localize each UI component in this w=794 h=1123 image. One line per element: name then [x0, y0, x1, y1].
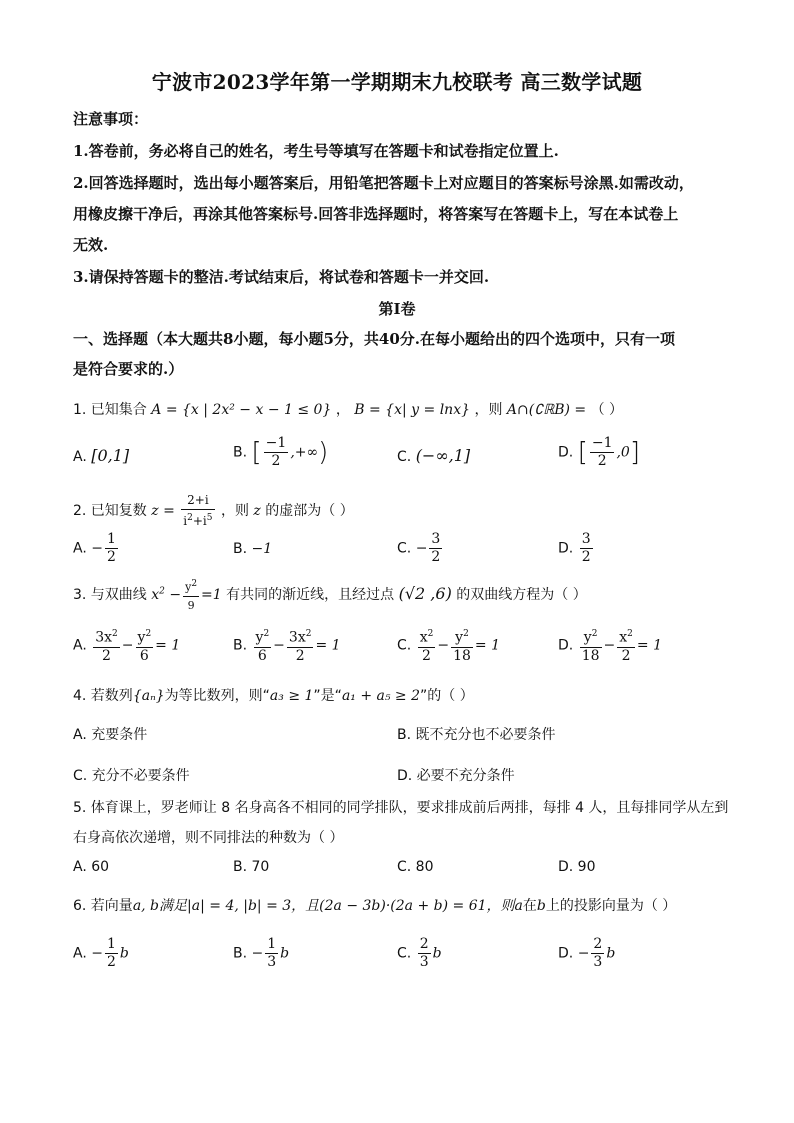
- notice-item-2-line-3: 无效.: [73, 236, 109, 254]
- q2-option-b: [233, 541, 272, 557]
- q6-option-c: C. $\frac{2}{3}$ b: [397, 936, 442, 970]
- q6-prefix: 6. 若向量: [73, 898, 133, 914]
- q1-option-a-label: A.: [73, 449, 87, 465]
- q2-tail: ，则: [220, 503, 249, 519]
- volume-heading: 第Ⅰ卷: [378, 300, 416, 318]
- q4-text-b: 为等比数列，则“: [164, 688, 270, 704]
- q5-option-c: C. 80: [397, 859, 434, 875]
- q1-sep: ，: [335, 402, 350, 418]
- q4-condition-2: a₁ + a₅ ≥ 2: [341, 688, 421, 704]
- q4-sequence: {aₙ}: [132, 688, 165, 704]
- q2-option-a: A. − $\frac{1}{2}$: [73, 531, 116, 565]
- q6-option-b-label: B.: [233, 945, 248, 962]
- section-heading-line-2: 是符合要求的.）: [73, 360, 184, 378]
- q1-option-b: B. [ $\frac{-1}{2}$ ,+∞): [233, 435, 329, 469]
- q4-condition-1: a₃ ≥ 1: [269, 688, 314, 704]
- question-5-line-1: 5. 体育课上，罗老师让 8 名身高各不相同的同学排队，要求排成前后两排，每排 4 人，且每排同学从左到: [73, 800, 729, 816]
- question-4: [73, 685, 474, 705]
- q6-option-c-label: C.: [397, 945, 412, 962]
- q3-mid: 有共同的渐近线，且经过点: [226, 586, 395, 603]
- q3-option-d: D. $\frac{y^2}{18}$ − $\frac{x^2}{2}$ = 1: [558, 626, 662, 665]
- q6-condition: 满足|a| = 4, |b| = 3，且(2a − 3b)·(2a + b) = 61，则: [159, 898, 515, 914]
- notice-item-1: 1.答卷前，务必将自己的姓名，考生号等填写在答题卡和试卷指定位置上.: [73, 142, 559, 160]
- question-6: [73, 895, 676, 915]
- q6-vector-a: a: [514, 898, 523, 914]
- question-2: 2. 已知复数 z = $\frac{2+i}{i^2+i^5}$ ，则 z 的虚部为（ ）: [73, 493, 354, 528]
- q5-option-d: D. 90: [558, 859, 596, 875]
- q1-option-b-label: B.: [233, 444, 248, 461]
- q6-option-d-label: D.: [558, 945, 574, 962]
- q2-option-c-label: C.: [397, 540, 412, 557]
- notice-item-2-line-1: 2.回答选择题时，选出每小题答案后，用铅笔把答题卡上对应题目的答案标号涂黑.如需改动，: [73, 174, 694, 192]
- q1-option-d: D. [ $\frac{-1}{2}$ ,0]: [558, 435, 640, 469]
- q4-option-b: B. 既不充分也不必要条件: [397, 727, 556, 743]
- q1-option-a: [73, 446, 129, 465]
- q2-option-d-label: D.: [558, 540, 574, 557]
- q3-option-c: C. $\frac{x^2}{2}$ − $\frac{y^2}{18}$ = 1: [397, 626, 500, 665]
- q3-prefix: 3. 与双曲线: [73, 586, 147, 603]
- q3-option-a-label: A.: [73, 637, 87, 654]
- q1-option-c-value: (−∞,1]: [415, 446, 471, 465]
- q3-option-c-label: C.: [397, 637, 412, 654]
- q3-option-d-label: D.: [558, 637, 574, 654]
- q2-option-d: D. $\frac{3}{2}$: [558, 531, 591, 565]
- q4-text-c: ”是“: [313, 688, 342, 704]
- q2-z: z: [253, 503, 261, 519]
- q3-option-a: A. $\frac{3x^2}{2}$ − $\frac{y^2}{6}$ = 1: [73, 626, 180, 665]
- question-5-line-2: 右身高依次递增，则不同排法的种数为（ ）: [73, 830, 344, 846]
- notice-item-2-line-2: 用橡皮擦干净后，再涂其他答案标号.回答非选择题时，将答案写在答题卡上，写在本试卷上: [73, 205, 679, 223]
- q5-option-b: B. 70: [233, 859, 270, 875]
- q1-set-b: B = {x| y = lnx}: [354, 402, 470, 418]
- question-1: [73, 399, 623, 419]
- q1-prefix: 1. 已知集合: [73, 402, 147, 418]
- section-heading-line-1: 一、选择题（本大题共8小题，每小题5分，共40分.在每小题给出的四个选项中，只有一项: [73, 330, 675, 348]
- q4-option-c: C. 充分不必要条件: [73, 768, 190, 784]
- page-title: 宁波市2023学年第一学期期末九校联考 高三数学试题: [151, 70, 643, 94]
- q6-option-a-label: A.: [73, 945, 87, 962]
- q6-option-d: D. − $\frac{2}{3}$ b: [558, 936, 616, 970]
- q2-tail-2: 的虚部为（ ）: [265, 503, 354, 519]
- q4-option-d: D. 必要不充分条件: [397, 768, 515, 784]
- q4-text-a: 4. 若数列: [73, 688, 133, 704]
- notice-heading: 注意事项：: [73, 110, 149, 128]
- q1-tail: ，则: [474, 402, 503, 418]
- q6-option-b: B. − $\frac{1}{3}$ b: [233, 936, 290, 970]
- q5-option-a: A. 60: [73, 859, 110, 875]
- q1-option-d-label: D.: [558, 444, 574, 461]
- q1-answer-paren: （ ）: [590, 402, 624, 418]
- q3-option-b-label: B.: [233, 637, 248, 654]
- q1-set-a: A = {x | 2x² − x − 1 ≤ 0}: [151, 402, 332, 418]
- q6-on: 在: [522, 898, 537, 914]
- q1-expression: A∩(∁ℝB) =: [506, 402, 587, 418]
- q1-option-c-label: C.: [397, 449, 412, 465]
- q6-vector-b: b: [536, 898, 546, 914]
- q2-option-b-label: B.: [233, 541, 248, 557]
- q3-tail: 的双曲线方程为（ ）: [456, 586, 587, 603]
- q2-prefix: 2. 已知复数: [73, 503, 147, 519]
- notice-item-3: 3.请保持答题卡的整洁.考试结束后，将试卷和答题卡一并交回.: [73, 268, 490, 286]
- q2-option-a-label: A.: [73, 540, 87, 557]
- question-3: 3. 与双曲线 $x^2$ − $\frac{y^2}{9}$ =1 有共同的渐近线，且经过点 (√2 ,6) 的双曲线方程为（ ）: [73, 576, 587, 614]
- q6-option-a: A. − $\frac{1}{2}$ b: [73, 936, 129, 970]
- q4-option-a: A. 充要条件: [73, 727, 148, 743]
- q4-text-d: ”的（ ）: [420, 688, 474, 704]
- q2-option-b-value: −1: [251, 541, 273, 557]
- q1-option-c: [397, 446, 470, 465]
- q2-option-c: C. − $\frac{3}{2}$: [397, 531, 441, 565]
- q6-tail: 上的投影向量为（ ）: [545, 898, 677, 914]
- q3-option-b: B. $\frac{y^2}{6}$ − $\frac{3x^2}{2}$ = 1: [233, 626, 341, 665]
- q1-option-a-value: [0,1]: [91, 446, 130, 465]
- q6-vectors: a, b: [132, 898, 160, 914]
